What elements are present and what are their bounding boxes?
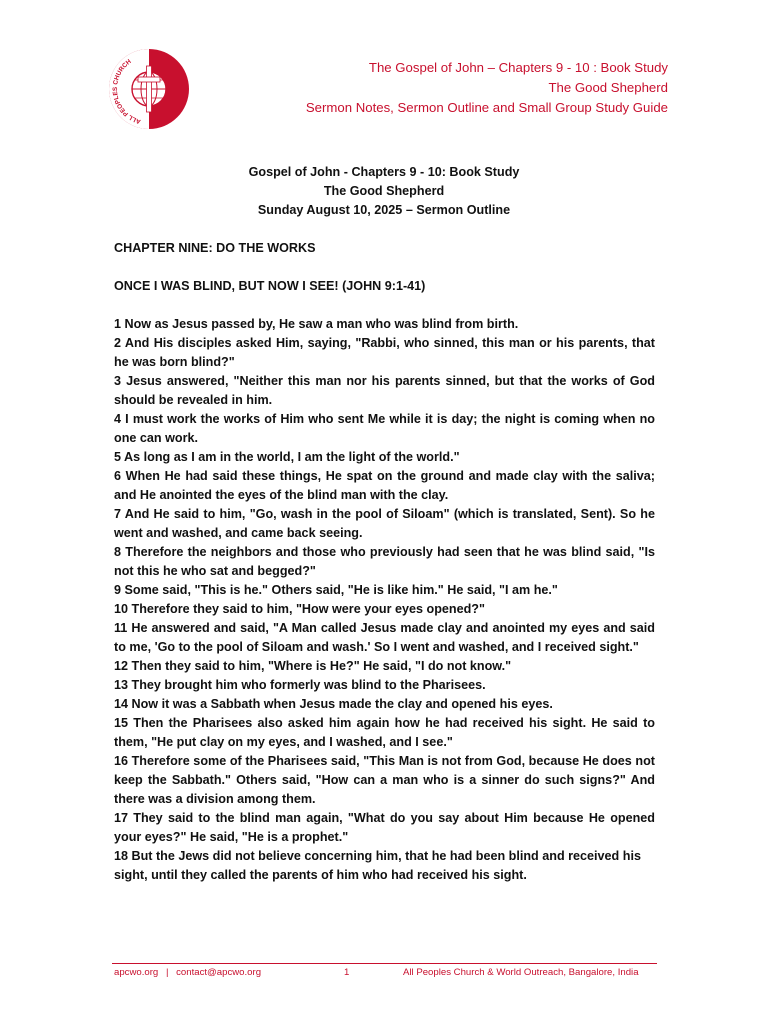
- verse: 1 Now as Jesus passed by, He saw a man who was blind from birth.: [114, 317, 519, 331]
- svg-text:ALL PEOPLES CHURCH: ALL PEOPLES CHURCH: [111, 58, 142, 125]
- footer-contact: [114, 967, 261, 979]
- verse: 15 Then the Pharisees also asked him again how he had received his sight. He said to them, "He put clay on my eyes, and I washed, and I see.": [114, 716, 655, 749]
- verse: 11 He answered and said, "A Man called Jesus made clay and anointed my eyes and said to me, 'Go to the pool of Siloam and wash.' So I went and washed, and I received sight.": [114, 621, 655, 654]
- title-line-3: Sunday August 10, 2025 – Sermon Outline: [257, 203, 511, 217]
- verse: 7 And He said to him, "Go, wash in the pool of Siloam" (which is translated, Sent). So he went and washed, and came back seeing.: [114, 507, 655, 540]
- footer-email-link[interactable]: contact@apcwo.org: [176, 967, 262, 978]
- verse: 3 Jesus answered, "Neither this man nor his parents sinned, but that the works of God should be revealed in him.: [114, 374, 655, 407]
- footer-divider: [112, 963, 657, 964]
- verse: 16 Therefore some of the Pharisees said, "This Man is not from God, because He does not keep the Sabbath." Others said, "How can a man who is a sinner do such signs?" And there was a division among them.: [114, 754, 655, 806]
- verse: 10 Therefore they said to him, "How were your eyes opened?": [114, 602, 485, 616]
- church-globe-logo: [108, 48, 190, 130]
- section-heading: ONCE I WAS BLIND, BUT NOW I SEE! (JOHN 9:1-41): [114, 279, 426, 293]
- verse: 6 When He had said these things, He spat on the ground and made clay with the saliva; and He anointed the eyes of the blind man with the clay.: [114, 469, 655, 502]
- header-line-1: The Gospel of John – Chapters 9 - 10 : Book Study: [368, 60, 668, 75]
- verse: 4 I must work the works of Him who sent Me while it is day; the night is coming when no one can work.: [114, 412, 655, 445]
- header-line-3: Sermon Notes, Sermon Outline and Small Group Study Guide: [305, 100, 668, 115]
- page-number: 1: [344, 967, 350, 978]
- footer-separator: |: [165, 967, 169, 978]
- title-line-1: Gospel of John - Chapters 9 - 10: Book Study: [248, 165, 520, 179]
- footer-organization: All Peoples Church & World Outreach, Bangalore, India: [403, 967, 639, 978]
- document-header: [306, 58, 668, 118]
- verse: 12 Then they said to him, "Where is He?" He said, "I do not know.": [114, 659, 512, 673]
- title-block: [0, 163, 768, 220]
- verse: 2 And His disciples asked Him, saying, "Rabbi, who sinned, this man or his parents, that he was born blind?": [114, 336, 655, 369]
- header-line-2: The Good Shepherd: [548, 80, 668, 95]
- verse: 5 As long as I am in the world, I am the light of the world.": [114, 450, 460, 464]
- verse: 8 Therefore the neighbors and those who previously had seen that he was blind said, "Is not this he who sat and begged?": [114, 545, 655, 578]
- chapter-heading: CHAPTER NINE: DO THE WORKS: [114, 241, 316, 255]
- verse: 17 They said to the blind man again, "What do you say about Him because He opened your eyes?" He said, "He is a prophet.": [114, 811, 655, 844]
- verse: 18 But the Jews did not believe concerning him, that he had been blind and received his sight, until they called the parents of him who had received his sight.: [114, 849, 641, 882]
- verse: 14 Now it was a Sabbath when Jesus made the clay and opened his eyes.: [114, 697, 553, 711]
- verse: 9 Some said, "This is he." Others said, "He is like him." He said, "I am he.": [114, 583, 558, 597]
- footer-website-link[interactable]: apcwo.org: [114, 967, 159, 978]
- title-line-2: The Good Shepherd: [323, 184, 445, 198]
- verse-list: [114, 315, 655, 885]
- verse: 13 They brought him who formerly was blind to the Pharisees.: [114, 678, 486, 692]
